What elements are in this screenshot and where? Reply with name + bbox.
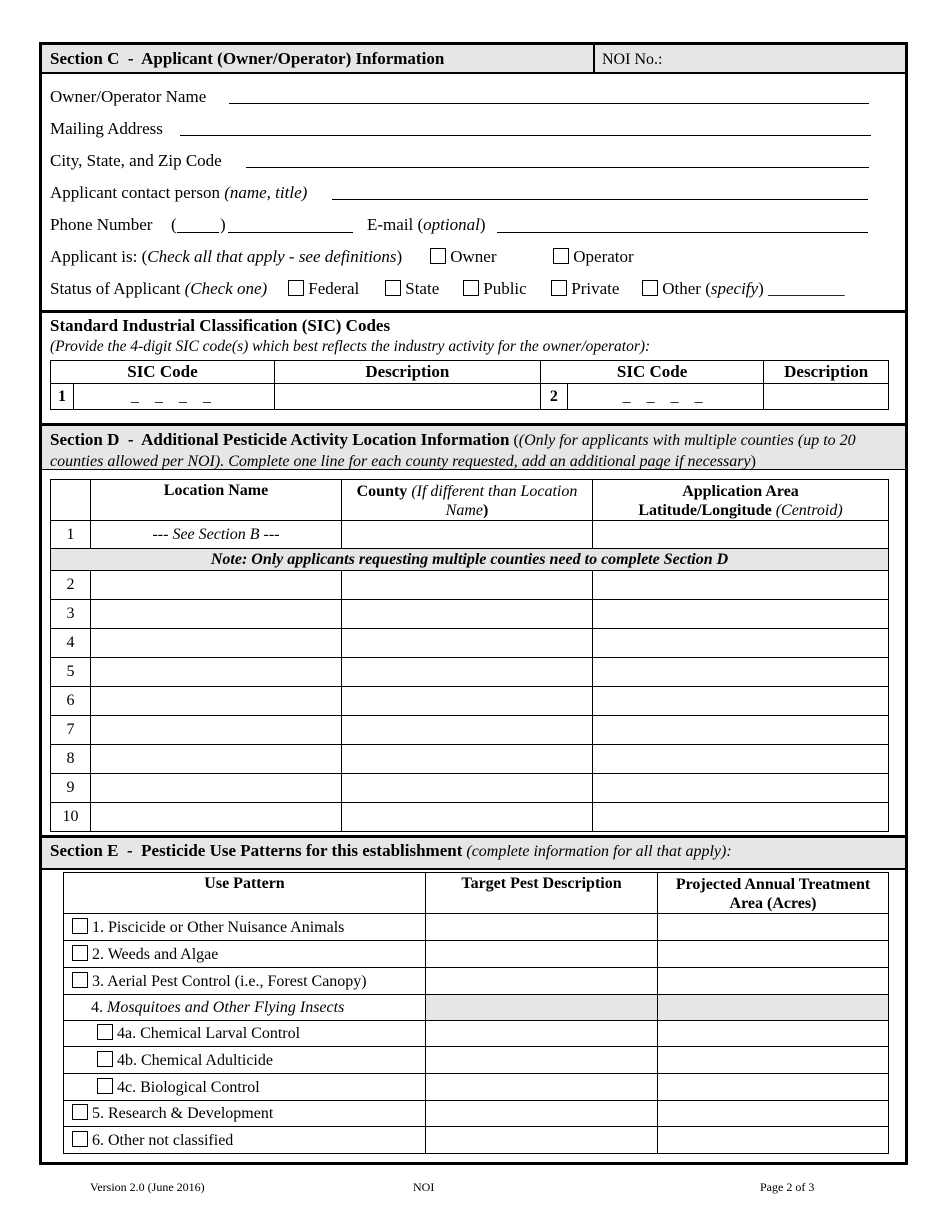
target-pest-field[interactable]	[426, 941, 658, 968]
sic-desc-header-1: Description	[274, 361, 540, 384]
sic-code-header-1: SIC Code	[51, 361, 275, 384]
treatment-area-field[interactable]	[658, 1101, 889, 1127]
target-pest-field[interactable]	[426, 1074, 658, 1101]
use-pattern-label-3: 3. Aerial Pest Control (i.e., Forest Canopy)	[92, 972, 367, 990]
city-state-zip-label: City, State, and Zip Code	[50, 151, 222, 170]
target-pest-field[interactable]	[426, 1021, 658, 1047]
noi-form-page	[39, 42, 908, 1165]
use-pattern-item-2[interactable]	[64, 941, 426, 968]
section-d-note: Note: Only applicants requesting multiple counties need to complete Section D	[51, 549, 889, 571]
state-checkbox[interactable]	[385, 280, 401, 296]
state-option[interactable]	[385, 279, 439, 299]
email-label	[367, 215, 486, 235]
county-header-hint: (If different than Location Name	[411, 483, 578, 519]
phone-paren-open: (	[171, 215, 177, 234]
latlong-field[interactable]	[593, 658, 889, 687]
latlong-field[interactable]	[593, 716, 889, 745]
county-field[interactable]	[342, 571, 593, 600]
county-field[interactable]	[342, 774, 593, 803]
target-pest-field[interactable]	[426, 1127, 658, 1154]
use-pattern-label-4b: 4b. Chemical Adulticide	[117, 1051, 273, 1069]
location-row-number: 9	[51, 774, 91, 803]
contact-person-hint: (name, title)	[224, 183, 308, 202]
email-field[interactable]	[497, 232, 868, 233]
use-pattern-item-5[interactable]	[64, 1101, 426, 1127]
phone-number-field[interactable]	[228, 232, 353, 233]
state-label: State	[405, 279, 440, 298]
latlong-field[interactable]	[593, 600, 889, 629]
other-hint: specify	[710, 279, 759, 298]
owner-operator-name-label: Owner/Operator Name	[50, 87, 207, 106]
county-field[interactable]	[342, 745, 593, 774]
location-row-1-number: 1	[51, 521, 91, 549]
treatment-area-header: Projected Annual Treatment Area (Acres)	[658, 873, 889, 914]
use-pattern-label-4a: 4a. Chemical Larval Control	[117, 1025, 301, 1042]
location-name-field[interactable]	[91, 803, 342, 832]
private-label: Private	[571, 279, 620, 298]
private-checkbox[interactable]	[551, 280, 567, 296]
county-field[interactable]	[342, 687, 593, 716]
applicant-is-label	[50, 247, 402, 267]
target-pest-field[interactable]	[426, 914, 658, 941]
use-pattern-checkbox-2[interactable]	[72, 945, 88, 961]
footer-center: NOI	[413, 1180, 435, 1194]
target-pest-disabled	[426, 995, 658, 1021]
operator-checkbox[interactable]	[553, 248, 569, 264]
location-row-number: 8	[51, 745, 91, 774]
use-pattern-checkbox-6[interactable]	[72, 1131, 88, 1147]
email-hint: optional	[423, 215, 480, 234]
county-header-title: County	[356, 483, 408, 500]
latlong-header-hint: (Centroid)	[775, 502, 843, 519]
section-d-title: Section D - Additional Pesticide Activity Location Information	[50, 430, 510, 449]
location-name-field[interactable]	[91, 745, 342, 774]
noi-number-label: NOI No.:	[602, 51, 663, 68]
use-pattern-label-2: 2. Weeds and Algae	[92, 945, 219, 963]
section-c-title: Section C - Applicant (Owner/Operator) Information	[50, 49, 445, 68]
email-text: E-mail (	[367, 215, 424, 234]
target-pest-field[interactable]	[426, 1047, 658, 1074]
public-label: Public	[483, 279, 527, 298]
app-area-header-title: Application Area	[682, 483, 799, 500]
latlong-field[interactable]	[593, 687, 889, 716]
use-pattern-checkbox-4b[interactable]	[97, 1051, 113, 1067]
use-pattern-item-3[interactable]	[64, 968, 426, 995]
contact-person-text: Applicant contact person	[50, 183, 220, 202]
owner-option[interactable]	[430, 247, 497, 267]
latlong-field[interactable]	[593, 629, 889, 658]
section-divider-sic	[42, 310, 905, 313]
use-pattern-label-4c: 4c. Biological Control	[117, 1078, 260, 1096]
location-name-field[interactable]	[91, 600, 342, 629]
federal-checkbox[interactable]	[288, 280, 304, 296]
applicant-is-hint: Check all that apply - see definitions	[147, 247, 397, 266]
treatment-area-field[interactable]	[658, 1074, 889, 1101]
location-name-field[interactable]	[91, 687, 342, 716]
use-pattern-item-4a[interactable]	[64, 1021, 426, 1047]
use-pattern-item-4b[interactable]	[64, 1047, 426, 1074]
use-pattern-checkbox-1[interactable]	[72, 918, 88, 934]
section-d-paren-close: )	[750, 453, 756, 470]
location-row-number: 4	[51, 629, 91, 658]
location-row-number: 6	[51, 687, 91, 716]
location-table	[50, 479, 889, 832]
use-pattern-checkbox-4c[interactable]	[97, 1078, 113, 1094]
county-field[interactable]	[342, 600, 593, 629]
sic-desc-header-2: Description	[764, 361, 889, 384]
county-field[interactable]	[342, 716, 593, 745]
county-field[interactable]	[342, 658, 593, 687]
section-d-heading	[50, 429, 902, 472]
section-e-instruction: (complete information for all that apply):	[466, 843, 732, 860]
use-pattern-label-5: 5. Research & Development	[92, 1105, 274, 1122]
other-close: )	[758, 279, 764, 298]
treatment-area-field[interactable]	[658, 941, 889, 968]
footer-page-number: Page 2 of 3	[760, 1180, 815, 1194]
other-label: Other (	[662, 279, 711, 298]
sic-instruction: (Provide the 4-digit SIC code(s) which best reflects the industry activity for the owner/operator):	[50, 338, 651, 355]
location-name-field[interactable]	[91, 716, 342, 745]
contact-person-label	[50, 183, 307, 203]
location-row-number: 7	[51, 716, 91, 745]
treatment-area-field[interactable]	[658, 1021, 889, 1047]
status-label	[50, 279, 267, 299]
location-row-1-name: --- See Section B ---	[91, 521, 342, 549]
sic-desc-1-field[interactable]	[274, 384, 540, 410]
applicant-is-text: Applicant is: (	[50, 247, 148, 266]
sic-row-1-number: 1	[51, 384, 74, 410]
treatment-area-field[interactable]	[658, 914, 889, 941]
target-pest-header: Target Pest Description	[426, 873, 658, 914]
treatment-area-disabled	[658, 995, 889, 1021]
status-text: Status of Applicant	[50, 279, 181, 298]
public-checkbox[interactable]	[463, 280, 479, 296]
owner-operator-name-field[interactable]	[229, 103, 869, 104]
sic-code-2-field[interactable]: _ _ _ _	[567, 384, 763, 410]
section-d-instruction: (Only for applicants with multiple counties (up to 20 counties allowed per NOI). Complete one line for each county requested, add an additional page if necessary	[50, 432, 856, 470]
use-pattern-item-4	[64, 995, 426, 1021]
mailing-address-field[interactable]	[180, 135, 871, 136]
city-state-zip-field[interactable]	[246, 167, 869, 168]
phone-paren-close: )	[220, 215, 226, 234]
sic-row-2-number: 2	[540, 384, 567, 410]
applicant-is-close: )	[396, 247, 403, 266]
latlong-field[interactable]	[593, 571, 889, 600]
other-checkbox[interactable]	[642, 280, 658, 296]
section-d-paren-open: (	[513, 432, 519, 449]
sic-title: Standard Industrial Classification (SIC) Codes	[50, 316, 391, 335]
latlong-field[interactable]	[593, 774, 889, 803]
sic-code-header-2: SIC Code	[540, 361, 763, 384]
county-field[interactable]	[342, 629, 593, 658]
target-pest-field[interactable]	[426, 968, 658, 995]
location-row-number: 10	[51, 803, 91, 832]
location-name-field[interactable]	[91, 658, 342, 687]
use-pattern-item-1[interactable]	[64, 914, 426, 941]
location-row-1-county[interactable]	[342, 521, 593, 549]
location-name-header: Location Name	[91, 480, 342, 521]
sic-code-1-field[interactable]: _ _ _ _	[74, 384, 275, 410]
location-name-field[interactable]	[91, 571, 342, 600]
operator-option[interactable]	[553, 247, 634, 267]
other-option[interactable]	[642, 279, 845, 299]
use-pattern-label-6: 6. Other not classified	[92, 1131, 234, 1149]
sic-table	[50, 360, 889, 410]
use-pattern-item-6[interactable]	[64, 1127, 426, 1154]
use-pattern-label-4: Mosquitoes and Other Flying Insects	[107, 998, 345, 1016]
use-pattern-label-4-prefix: 4.	[91, 998, 107, 1016]
use-pattern-table	[63, 872, 889, 1154]
section-e-title: Section E - Pesticide Use Patterns for this establishment	[50, 841, 463, 860]
location-row-number: 5	[51, 658, 91, 687]
latlong-field[interactable]	[593, 803, 889, 832]
treatment-area-field[interactable]	[658, 1047, 889, 1074]
location-name-field[interactable]	[91, 774, 342, 803]
owner-label: Owner	[450, 247, 497, 266]
operator-label: Operator	[573, 247, 634, 266]
county-header	[342, 480, 593, 521]
email-close: )	[479, 215, 486, 234]
phone-area-code-field[interactable]	[177, 232, 219, 233]
mailing-address-label: Mailing Address	[50, 119, 163, 138]
phone-label: Phone Number	[50, 215, 153, 234]
public-option[interactable]	[463, 279, 527, 299]
use-pattern-item-4c[interactable]	[64, 1074, 426, 1101]
use-pattern-checkbox-5[interactable]	[72, 1104, 88, 1120]
contact-person-field[interactable]	[332, 199, 868, 200]
location-row-1-latlong[interactable]	[593, 521, 889, 549]
latlong-field[interactable]	[593, 745, 889, 774]
private-option[interactable]	[551, 279, 619, 299]
target-pest-field[interactable]	[426, 1101, 658, 1127]
federal-label: Federal	[308, 279, 360, 298]
latlong-header-title: Latitude/Longitude	[638, 502, 772, 519]
location-row-number: 2	[51, 571, 91, 600]
county-field[interactable]	[342, 803, 593, 832]
use-pattern-header: Use Pattern	[64, 873, 426, 914]
footer-version: Version 2.0 (June 2016)	[90, 1180, 205, 1194]
location-row-number: 3	[51, 600, 91, 629]
section-e-heading	[50, 841, 732, 861]
owner-checkbox[interactable]	[430, 248, 446, 264]
status-hint: (Check one)	[184, 279, 268, 298]
use-pattern-checkbox-3[interactable]	[72, 972, 88, 988]
sic-desc-2-field[interactable]	[764, 384, 889, 410]
app-area-header	[593, 480, 889, 521]
treatment-area-field[interactable]	[658, 1127, 889, 1154]
other-specify-field[interactable]: _________	[768, 279, 845, 298]
location-number-header	[51, 480, 91, 521]
federal-option[interactable]	[288, 279, 359, 299]
use-pattern-label-1: 1. Piscicide or Other Nuisance Animals	[92, 918, 345, 936]
treatment-area-field[interactable]	[658, 968, 889, 995]
use-pattern-checkbox-4a[interactable]	[97, 1024, 113, 1040]
location-name-field[interactable]	[91, 629, 342, 658]
county-header-close: )	[483, 502, 489, 519]
